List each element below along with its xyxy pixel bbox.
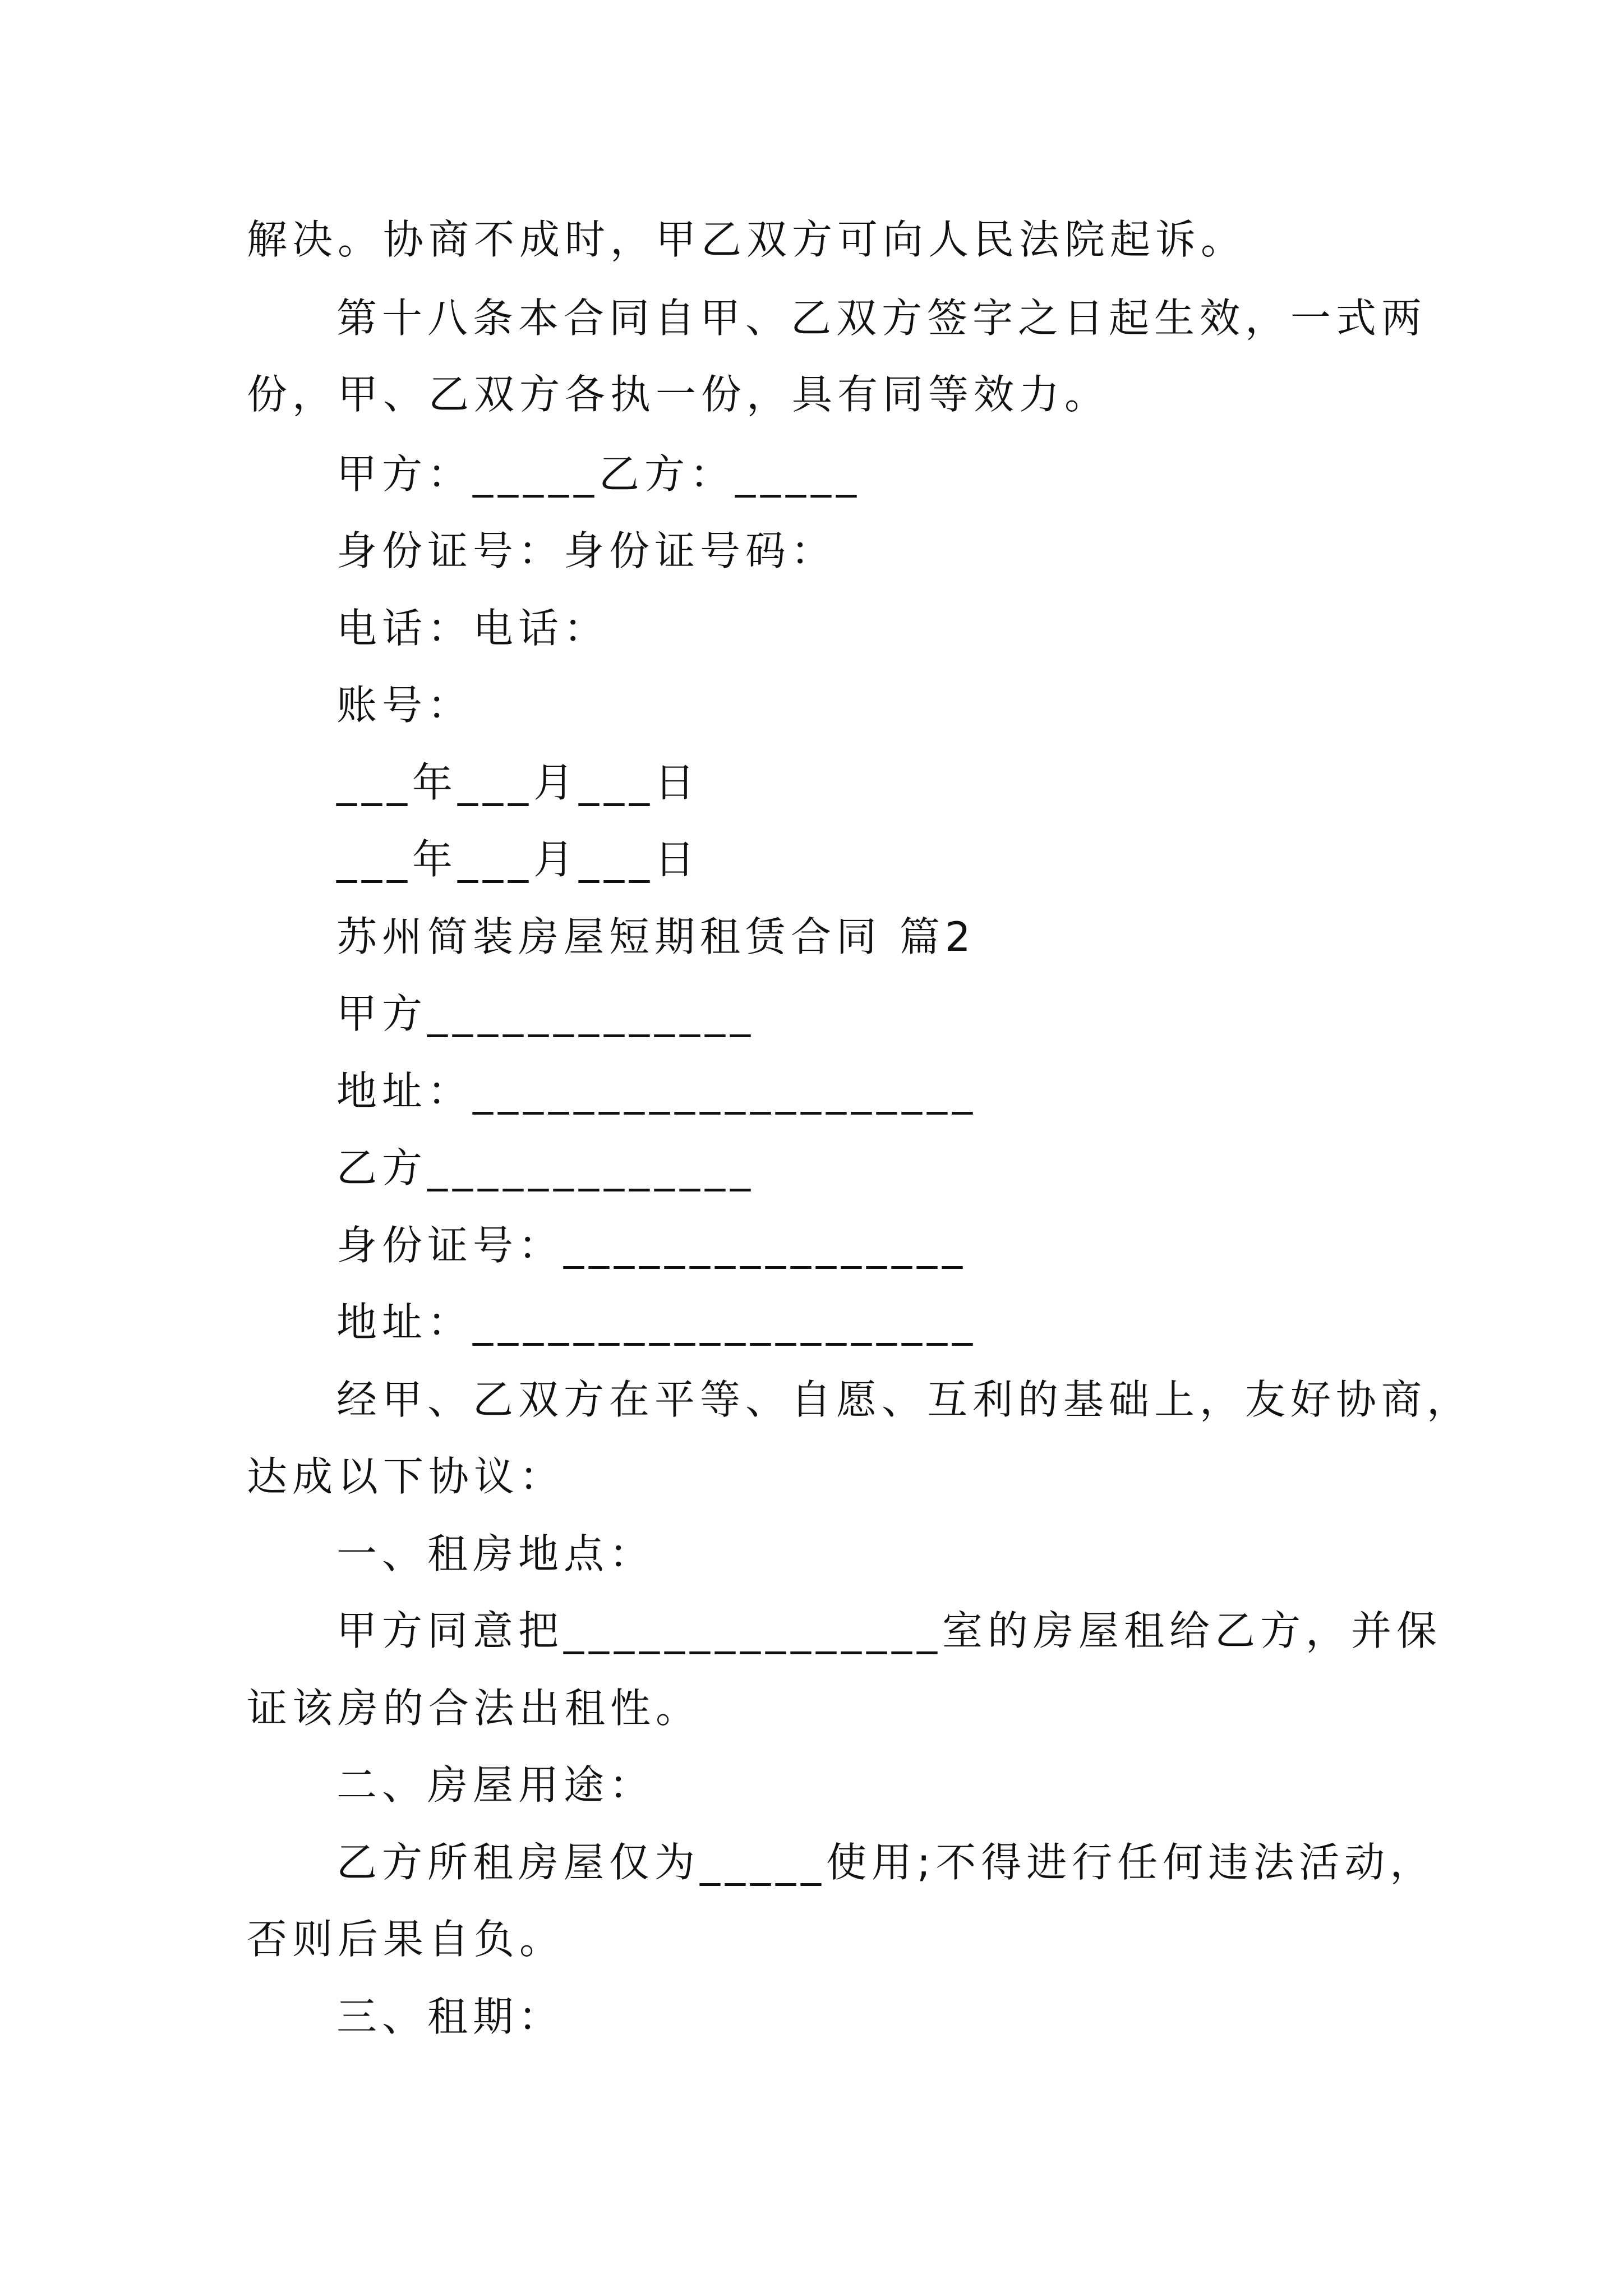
clause-heading: 二、房屋用途：: [336, 1761, 655, 1809]
id-number-field: 身份证号：________________: [336, 1222, 968, 1269]
text-line: 解决。协商不成时，甲乙双方可向人民法院起诉。: [247, 216, 1247, 263]
text-line: 份，甲、乙双方各执一份，具有同等效力。: [247, 371, 1110, 418]
text-line: 达成以下协议：: [247, 1453, 565, 1500]
clause-heading: 三、租期：: [336, 1993, 564, 2040]
text-line: 否则后果自负。: [247, 1916, 565, 1963]
id-number-line: 身份证号：身份证号码：: [336, 527, 837, 574]
date-line: ___年___月___日: [336, 759, 700, 806]
clause-heading: 一、租房地点：: [336, 1530, 655, 1577]
account-line: 账号：: [336, 682, 473, 729]
text-line: 证该房的合法出租性。: [247, 1685, 702, 1732]
party-signature-line: 甲方：_____乙方：_____: [336, 450, 862, 498]
phone-line: 电话：电话：: [336, 605, 610, 652]
date-line: ___年___月___日: [336, 836, 700, 883]
clause-text-line: 甲方同意把_______________室的房屋租给乙方，并保: [336, 1607, 1442, 1654]
party-b-field: 乙方_____________: [336, 1144, 756, 1191]
article-18-line: 第十八条本合同自甲、乙双方签字之日起生效，一式两: [336, 295, 1427, 342]
clause-text-line: 乙方所租房屋仅为_____使用;不得进行任何违法活动，: [336, 1839, 1436, 1886]
agreement-intro-line: 经甲、乙双方在平等、自愿、互利的基础上，友好协商，: [336, 1376, 1473, 1423]
section-title: 苏州简装房屋短期租赁合同 篇2: [336, 913, 976, 960]
address-field: 地址：____________________: [336, 1299, 978, 1346]
address-field: 地址：____________________: [336, 1068, 978, 1115]
party-a-field: 甲方_____________: [336, 990, 756, 1037]
